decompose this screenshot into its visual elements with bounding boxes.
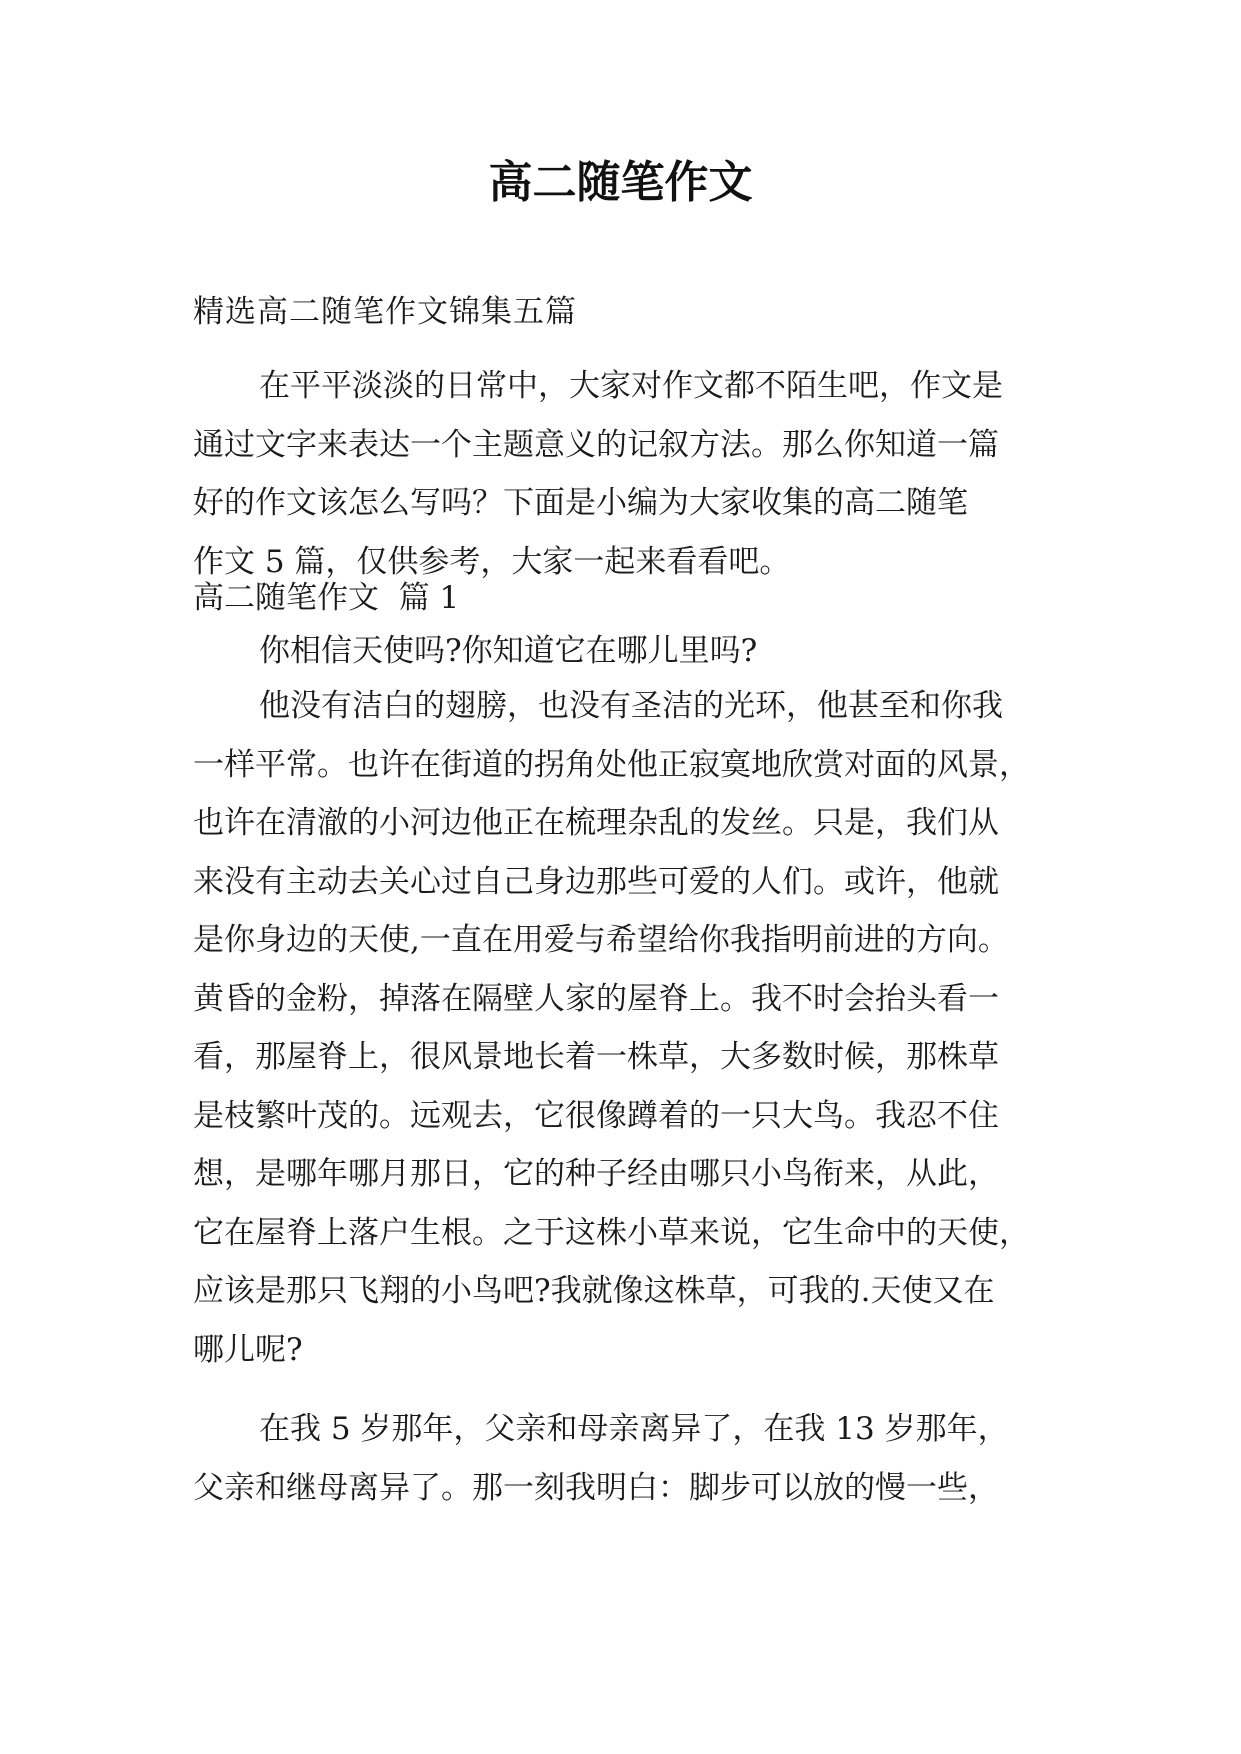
paragraph-line: 它在屋脊上落户生根。之于这株小草来说，它生命中的天使， [193,1214,1030,1251]
paragraph-line: 你相信天使吗?你知道它在哪儿里吗? [259,633,758,669]
paragraph-line: 他没有洁白的翅膀，也没有圣洁的光环，他甚至和你我 [259,688,1003,724]
paragraph-line: 哪儿呢? [193,1331,303,1368]
paragraph-1 [193,622,1053,681]
paragraph-line: 看，那屋脊上，很风景地长着一株草，大多数时候，那株草 [193,1039,999,1075]
document-subtitle: 精选高二随笔作文锦集五篇 [193,294,577,330]
paragraph-line: 在我 5 岁那年，父亲和母亲离异了，在我 13 岁那年， [259,1411,1009,1447]
section-heading [193,569,1053,628]
intro-line: 好的作文该怎么写吗？下面是小编为大家收集的高二随笔 [193,485,968,521]
document-title: 高二随笔作文 [488,157,753,208]
intro-line: 在平平淡淡的日常中，大家对作文都不陌生吧，作文是 [259,368,1003,404]
paragraph-line: 是枝繁叶茂的。远观去，它很像蹲着的一只大鸟。我忍不住 [193,1097,999,1134]
intro-paragraph [193,357,1053,591]
paragraph-line: 想，是哪年哪月那日，它的种子经由哪只小鸟衔来，从此， [193,1156,999,1192]
paragraph-line: 父亲和继母离异了。那一刻我明白：脚步可以放的慢一些， [193,1469,999,1506]
section-heading-text: 高二随笔作文 篇 1 [193,580,460,616]
paragraph-line: 也许在清澈的小河边他正在梳理杂乱的发丝。只是，我们从 [193,805,999,841]
paragraph-line: 黄昏的金粉，掉落在隔壁人家的屋脊上。我不时会抬头看一 [193,980,999,1017]
paragraph-line: 是你身边的天使,一直在用爱与希望给你我指明前进的方向。 [193,922,1009,958]
paragraph-line: 一样平常。也许在街道的拐角处他正寂寞地欣赏对面的风景， [193,746,1030,783]
paragraph-line: 来没有主动去关心过自己身边那些可爱的人们。或许，他就 [193,863,999,900]
paragraph-2 [193,677,1053,1379]
paragraph-line: 应该是那只飞翔的小鸟吧?我就像这株草，可我的.天使又在 [193,1273,995,1309]
paragraph-3 [193,1400,1053,1517]
intro-line: 通过文字来表达一个主题意义的记叙方法。那么你知道一篇 [193,426,999,463]
intro-line: 作文 5 篇，仅供参考，大家一起来看看吧。 [193,543,791,580]
